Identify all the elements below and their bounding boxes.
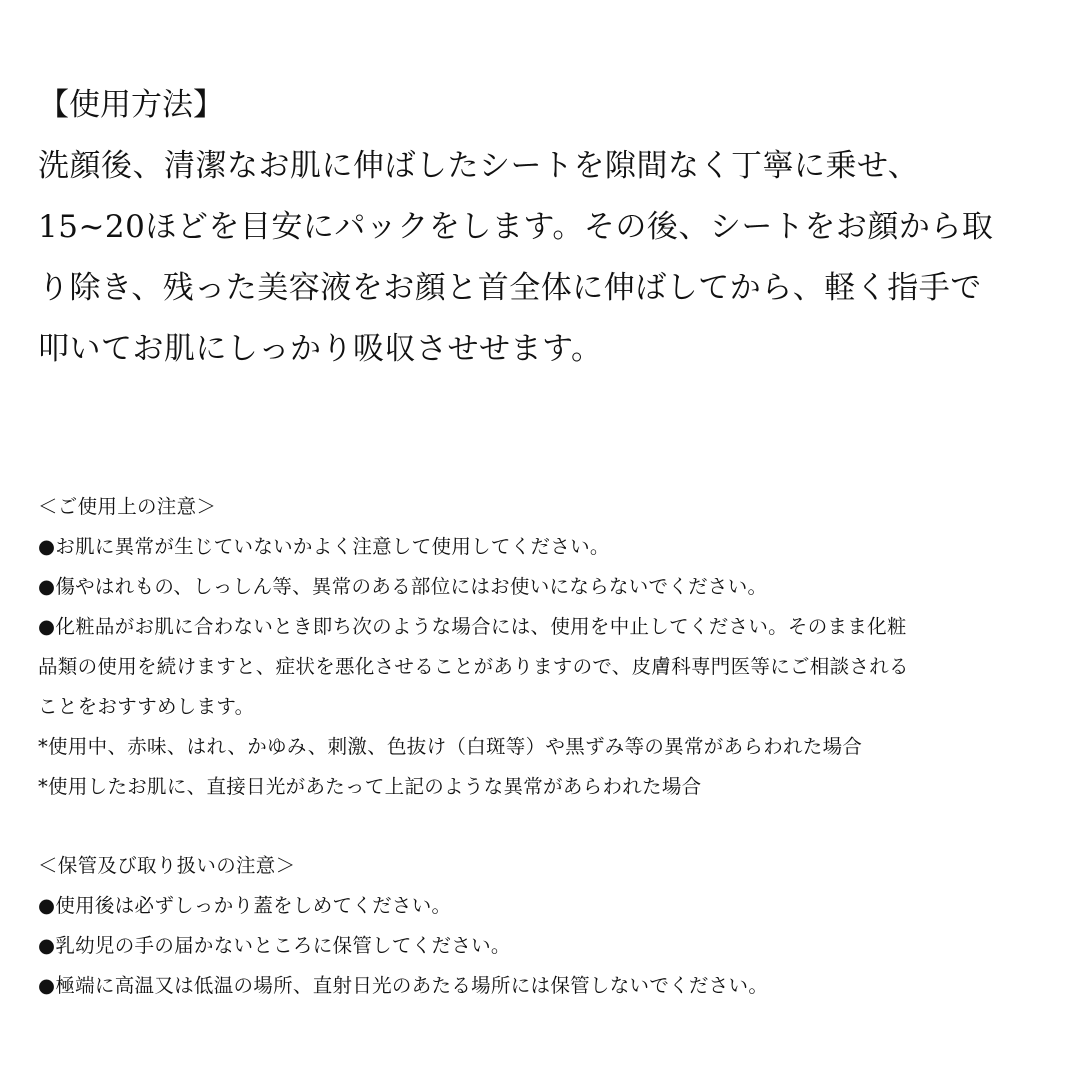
caution-use-line: ことをおすすめします。 (38, 695, 255, 718)
usage-line: 15~20ほどを目安にパックをします。その後、シートをお顔から取 (38, 209, 994, 245)
caution-storage-heading: ＜保管及び取り扱いの注意＞ (38, 854, 296, 877)
caution-storage-line: ●使用後は必ずしっかり蓋をしめてください。 (38, 894, 452, 917)
caution-storage-line: ●極端に高温又は低温の場所、直射日光のあたる場所には保管しないでください。 (38, 974, 769, 997)
caution-use-line: *使用したお肌に、直接日光があたって上記のような異常があらわれた場合 (38, 775, 702, 798)
caution-use-line: ●傷やはれもの、しっしん等、異常のある部位にはお使いにならないでください。 (38, 575, 768, 598)
caution-use-line: 品類の使用を続けますと、症状を悪化させることがありますので、皮膚科専門医等にご相談される (38, 655, 909, 678)
usage-line: 洗顔後、清潔なお肌に伸ばしたシートを隙間なく丁寧に乗せ、 (38, 148, 920, 184)
caution-use-line: ●お肌に異常が生じていないかよく注意して使用してください。 (38, 535, 610, 558)
usage-line: り除き、残った美容液をお顔と首全体に伸ばしてから、軽く指手で (38, 270, 982, 306)
caution-use-line: ●化粧品がお肌に合わないとき即ち次のような場合には、使用を中止してください。そのまま化粧 (38, 615, 907, 638)
caution-storage-section (38, 846, 1048, 1006)
usage-line: 叩いてお肌にしっかり吸収させせます。 (38, 331, 603, 367)
usage-section (38, 74, 1048, 380)
usage-title: 【使用方法】 (38, 87, 224, 123)
caution-use-section (38, 487, 1048, 807)
caution-use-heading: ＜ご使用上の注意＞ (38, 495, 217, 518)
caution-storage-line: ●乳幼児の手の届かないところに保管してください。 (38, 934, 511, 957)
caution-use-line: *使用中、赤味、はれ、かゆみ、刺激、色抜け（白斑等）や黒ずみ等の異常があらわれた場合 (38, 735, 863, 758)
